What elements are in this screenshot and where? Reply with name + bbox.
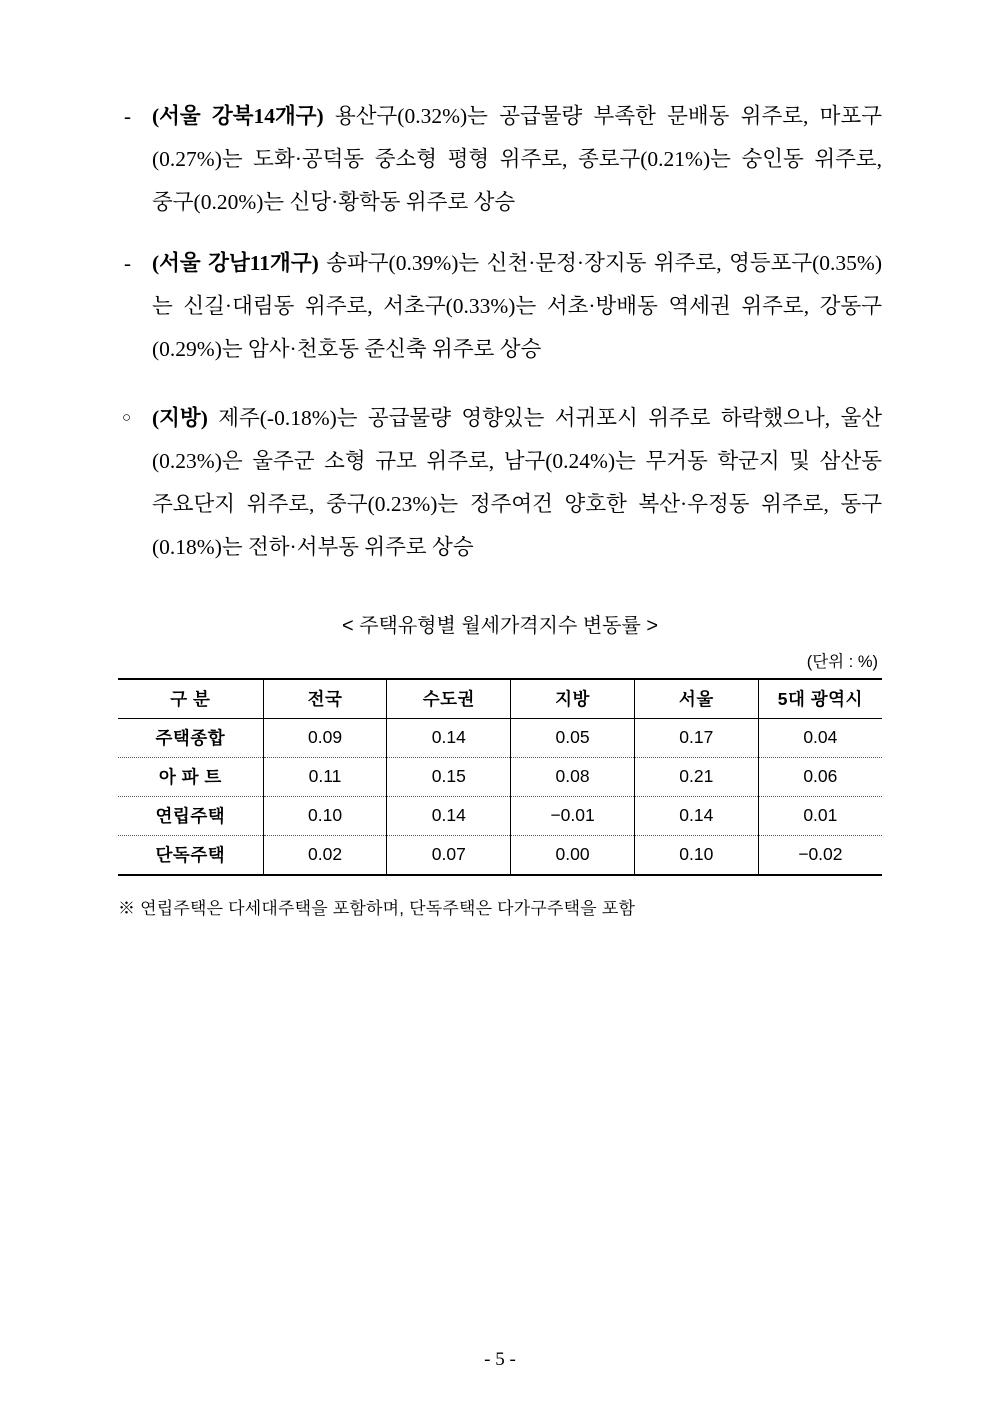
paragraph-text [152, 397, 882, 569]
table-cell: 0.10 [634, 836, 758, 876]
table-cell: 0.14 [387, 719, 511, 758]
table-cell: 0.21 [634, 758, 758, 797]
table-cell: 0.08 [511, 758, 635, 797]
row-header: 아 파 트 [118, 758, 263, 797]
table-cell: 0.07 [387, 836, 511, 876]
table-cell: 0.17 [634, 719, 758, 758]
table-cell: −0.02 [758, 836, 882, 876]
bullet-marker: - [124, 104, 131, 128]
table-cell: 0.02 [263, 836, 387, 876]
paragraph-block [118, 397, 882, 569]
paragraph-text [152, 242, 882, 371]
paragraph-lead: (지방) [152, 406, 208, 430]
table-footnote: ※ 연립주택은 다세대주택을 포함하며, 단독주택은 다가구주택을 포함 [118, 899, 636, 918]
bullet-marker: ○ [122, 410, 132, 426]
column-header-five-metro: 5대 광역시 [758, 679, 882, 719]
monthly-rent-index-table [118, 678, 882, 876]
table-row [118, 797, 882, 836]
paragraph-lead: (서울 강남11개구) [152, 251, 319, 275]
table-cell: −0.01 [511, 797, 635, 836]
table-row [118, 719, 882, 758]
table-row [118, 758, 882, 797]
paragraph-block [118, 242, 882, 371]
table-cell: 0.14 [634, 797, 758, 836]
column-header-provinces: 지방 [511, 679, 635, 719]
bullet-marker: - [124, 251, 131, 275]
table-cell: 0.01 [758, 797, 882, 836]
column-header-capital-area: 수도권 [387, 679, 511, 719]
table-cell: 0.15 [387, 758, 511, 797]
paragraph-lead: (서울 강북14개구) [152, 104, 324, 128]
row-header: 연립주택 [118, 797, 263, 836]
table-cell: 0.05 [511, 719, 635, 758]
row-header: 주택종합 [118, 719, 263, 758]
table-cell: 0.11 [263, 758, 387, 797]
page-number: - 5 - [484, 1349, 516, 1370]
paragraph-body: 용산구(0.32%)는 공급물량 부족한 문배동 위주로, 마포구(0.27%)는 도화·공덕동 중소형 평형 위주로, 종로구(0.21%)는 숭인동 위주로, 중구(0.20%)는 신당·황학동 위주로 상승 [152, 104, 882, 214]
column-header-division: 구 분 [118, 679, 263, 719]
paragraph-body: 제주(-0.18%)는 공급물량 영향있는 서귀포시 위주로 하락했으나, 울산(0.23%)은 울주군 소형 규모 위주로, 남구(0.24%)는 무거동 학군지 및 삼산동 주요단지 위주로, 중구(0.23%)는 정주여건 양호한 복산·우정동 위주로, 동구(0.18%)는 전하·서부동 위주로 상승 [152, 406, 882, 559]
table-cell: 0.00 [511, 836, 635, 876]
table-cell: 0.09 [263, 719, 387, 758]
table-cell: 0.06 [758, 758, 882, 797]
paragraph-body: 송파구(0.39%)는 신천·문정·장지동 위주로, 영등포구(0.35%)는 신길·대림동 위주로, 서초구(0.33%)는 서초·방배동 역세권 위주로, 강동구(0.29%)는 암사·천호동 준신축 위주로 상승 [152, 251, 882, 361]
table-row [118, 836, 882, 876]
paragraph-block [118, 95, 882, 224]
paragraph-text [152, 95, 882, 224]
column-header-nationwide: 전국 [263, 679, 387, 719]
column-header-seoul: 서울 [634, 679, 758, 719]
table-cell: 0.10 [263, 797, 387, 836]
unit-label: (단위 : %) [806, 653, 878, 671]
row-header: 단독주택 [118, 836, 263, 876]
table-cell: 0.14 [387, 797, 511, 836]
table-cell: 0.04 [758, 719, 882, 758]
table-header-row [118, 679, 882, 719]
table-caption: < 주택유형별 월세가격지수 변동률 > [341, 615, 659, 637]
